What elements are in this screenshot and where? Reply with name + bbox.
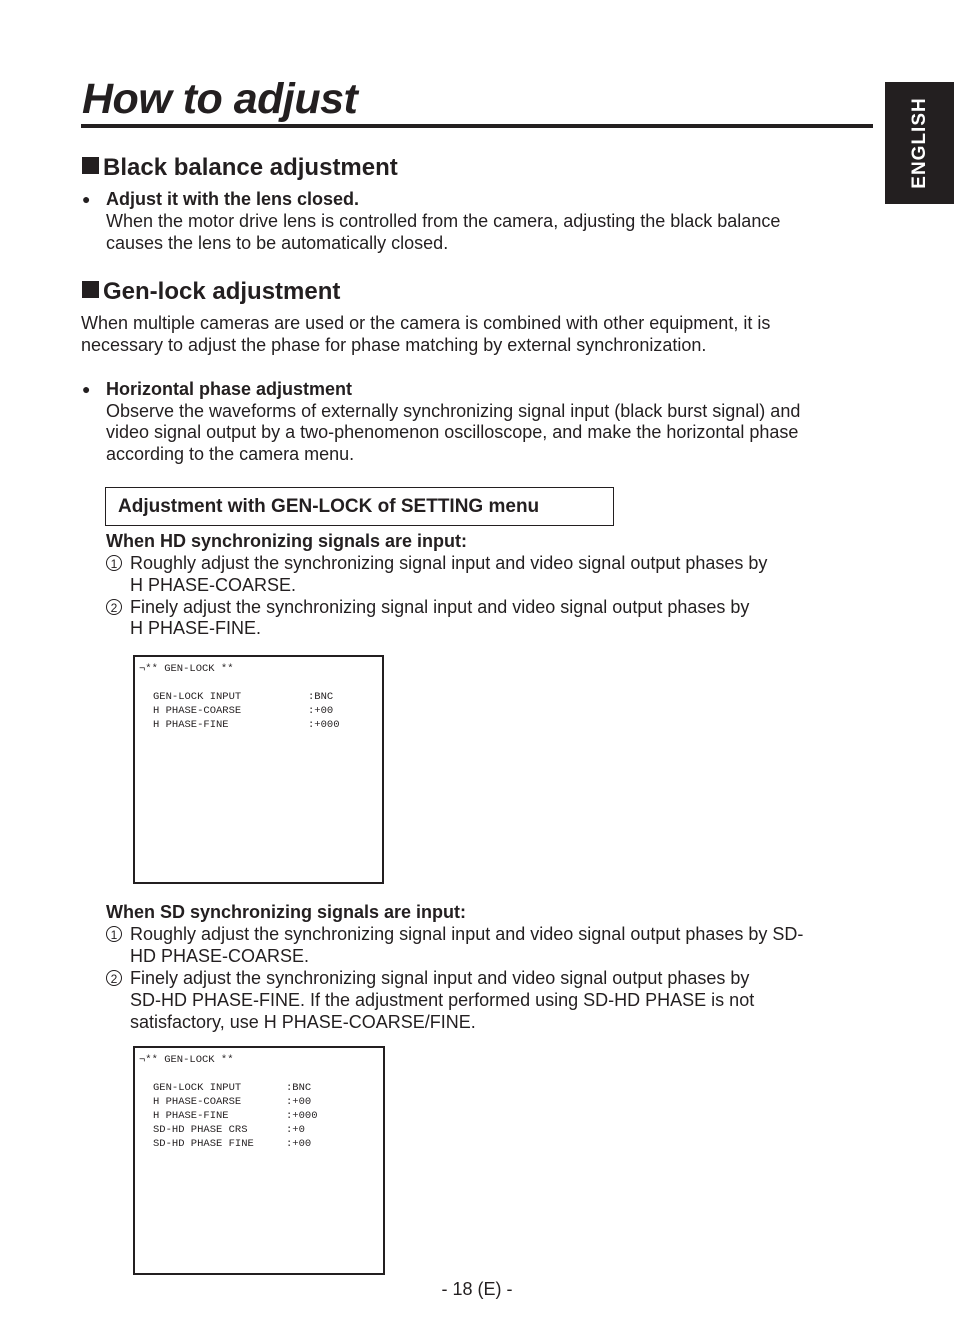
language-tab-label: ENGLISH — [908, 97, 930, 189]
bullet-icon: ● — [82, 191, 91, 207]
sd-heading: When SD synchronizing signals are input: — [106, 902, 467, 922]
screen-row-value: :+0 — [286, 1124, 305, 1136]
genlock-intro-line: necessary to adjust the phase for phase matching by external synchronization. — [81, 335, 707, 355]
screen-title: ¬** GEN-LOCK ** — [139, 663, 234, 675]
screen-row-label: SD-HD PHASE CRS — [153, 1124, 248, 1136]
screen-row-label: GEN-LOCK INPUT — [153, 1082, 242, 1094]
genlock-heading: Gen-lock adjustment — [82, 278, 340, 306]
hd-step1-line: Roughly adjust the synchronizing signal input and video signal output phases by — [130, 553, 768, 573]
hd-step2-line: H PHASE-FINE. — [130, 618, 262, 638]
screen-row-label: SD-HD PHASE FINE — [153, 1138, 254, 1150]
language-tab — [885, 82, 954, 204]
screen-row-value: :+000 — [308, 719, 340, 731]
sd-step2-line: satisfactory, use H PHASE-COARSE/FINE. — [130, 1012, 476, 1032]
horizontal-phase-line: Observe the waveforms of externally synchronizing signal input (black burst signal) and — [106, 401, 801, 421]
horizontal-phase-title: Horizontal phase adjustment — [106, 379, 353, 399]
square-bullet-icon — [82, 157, 99, 174]
sd-step1-line: Roughly adjust the synchronizing signal input and video signal output phases by SD- — [130, 924, 804, 944]
screen-row-value: :BNC — [308, 691, 334, 703]
sd-step2-line: SD-HD PHASE-FINE. If the adjustment performed using SD-HD PHASE is not — [130, 990, 755, 1010]
genlock-intro-line: When multiple cameras are used or the camera is combined with other equipment, it is — [81, 313, 771, 333]
hd-step1-line: H PHASE-COARSE. — [130, 575, 297, 595]
sd-menu-screen — [133, 1046, 385, 1275]
black-balance-bullet-title: Adjust it with the lens closed. — [106, 189, 360, 209]
setting-menu-box-heading: Adjustment with GEN-LOCK of SETTING menu — [105, 487, 614, 526]
black-balance-heading: Black balance adjustment — [82, 154, 398, 182]
hd-menu-screen — [133, 655, 384, 884]
screen-row-value: :+00 — [286, 1138, 312, 1150]
square-bullet-icon — [82, 281, 99, 298]
title-rule — [81, 124, 873, 128]
black-balance-body-line: When the motor drive lens is controlled from the camera, adjusting the black balance — [106, 211, 781, 231]
horizontal-phase-line: according to the camera menu. — [106, 444, 355, 464]
step-number-icon: 2 — [106, 599, 122, 617]
screen-row-label: H PHASE-COARSE — [153, 1096, 242, 1108]
step-number-icon: 1 — [106, 555, 122, 573]
page-number: - 18 (E) - — [441, 1279, 513, 1299]
horizontal-phase-line: video signal output by a two-phenomenon oscilloscope, and make the horizontal phase — [106, 422, 799, 442]
screen-row-value: :+00 — [308, 705, 334, 717]
screen-row-label: H PHASE-FINE — [153, 719, 229, 731]
step-number-icon: 2 — [106, 970, 122, 988]
screen-row-label: GEN-LOCK INPUT — [153, 691, 242, 703]
screen-row-value: :+000 — [286, 1110, 318, 1122]
bullet-icon: ● — [82, 381, 91, 397]
sd-step1-line: HD PHASE-COARSE. — [130, 946, 310, 966]
screen-title: ¬** GEN-LOCK ** — [139, 1054, 234, 1066]
sd-step2-line: Finely adjust the synchronizing signal input and video signal output phases by — [130, 968, 750, 988]
step-number-icon: 1 — [106, 926, 122, 944]
screen-row-label: H PHASE-COARSE — [153, 705, 242, 717]
screen-row-value: :BNC — [286, 1082, 312, 1094]
hd-step2-line: Finely adjust the synchronizing signal input and video signal output phases by — [130, 597, 750, 617]
screen-row-label: H PHASE-FINE — [153, 1110, 229, 1122]
screen-row-value: :+00 — [286, 1096, 312, 1108]
page-title: How to adjust — [82, 75, 358, 123]
hd-heading: When HD synchronizing signals are input: — [106, 531, 468, 551]
black-balance-body-line: causes the lens to be automatically closed. — [106, 233, 449, 253]
